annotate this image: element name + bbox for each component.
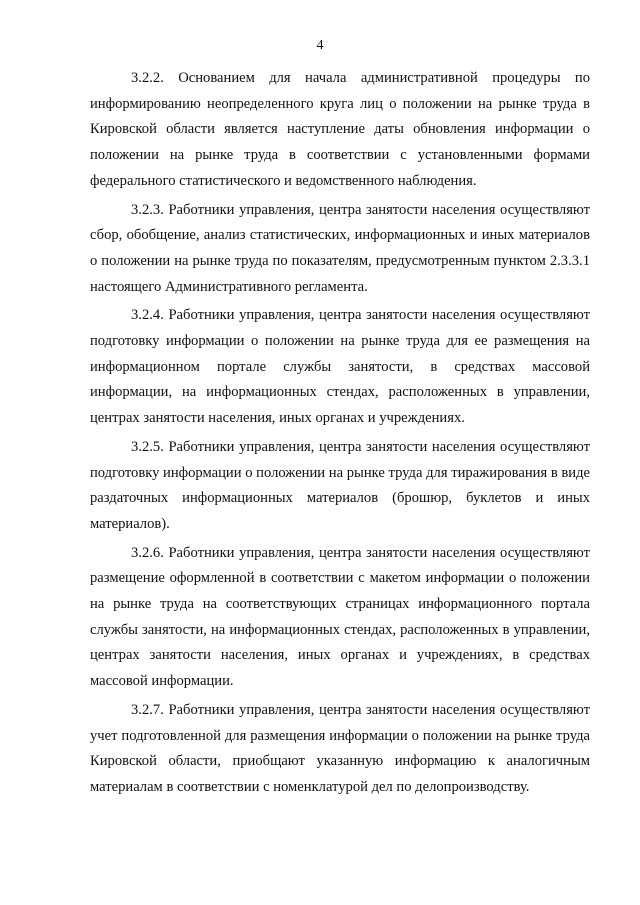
paragraph-3-2-6: 3.2.6. Работники управления, центра занятости населения осуществляют размещение оформленной в соответствии с макетом информации о положении на рынке труда на соответствующих страницах информационного портала службы занятости, на информационных стендах, расположенных в управлении, центрах занятости населения, иных органах и учреждениях, в средствах массовой информации. xyxy=(90,544,590,690)
document-body xyxy=(90,66,590,804)
paragraph-3-2-5: 3.2.5. Работники управления, центра занятости населения осуществляют подготовку информации о положении на рынке труда для тиражирования в виде раздаточных информационных материалов (брошюр, буклетов и иных материалов). xyxy=(90,438,590,532)
paragraph-3-2-4: 3.2.4. Работники управления, центра занятости населения осуществляют подготовку информации о положении на рынке труда для ее размещения на информационном портале службы занятости, в средствах массовой информации, на информационных стендах, расположенных в управлении, центрах занятости населения, иных органах и учреждениях. xyxy=(90,307,590,427)
paragraph-3-2-3: 3.2.3. Работники управления, центра занятости населения осуществляют сбор, обобщение, анализ статистических, информационных и иных материалов о положении на рынке труда по показателям, предусмотренным пунктом 2.3.3.1 настоящего Административного регламента. xyxy=(90,201,590,295)
page-number: 4 xyxy=(316,38,324,53)
paragraph-3-2-7: 3.2.7. Работники управления, центра занятости населения осуществляют учет подготовленной для размещения информации о положении на рынке труда Кировской области, приобщают указанную информацию к аналогичным материалам в соответствии с номенклатурой дел по делопроизводству. xyxy=(90,701,590,795)
paragraph-3-2-2: 3.2.2. Основанием для начала административной процедуры по информированию неопределенного круга лиц о положении на рынке труда в Кировской области является наступление даты обновления информации о положении на рынке труда в соответствии с установленными формами федерального статистического и ведомственного наблюдения. xyxy=(90,70,590,189)
